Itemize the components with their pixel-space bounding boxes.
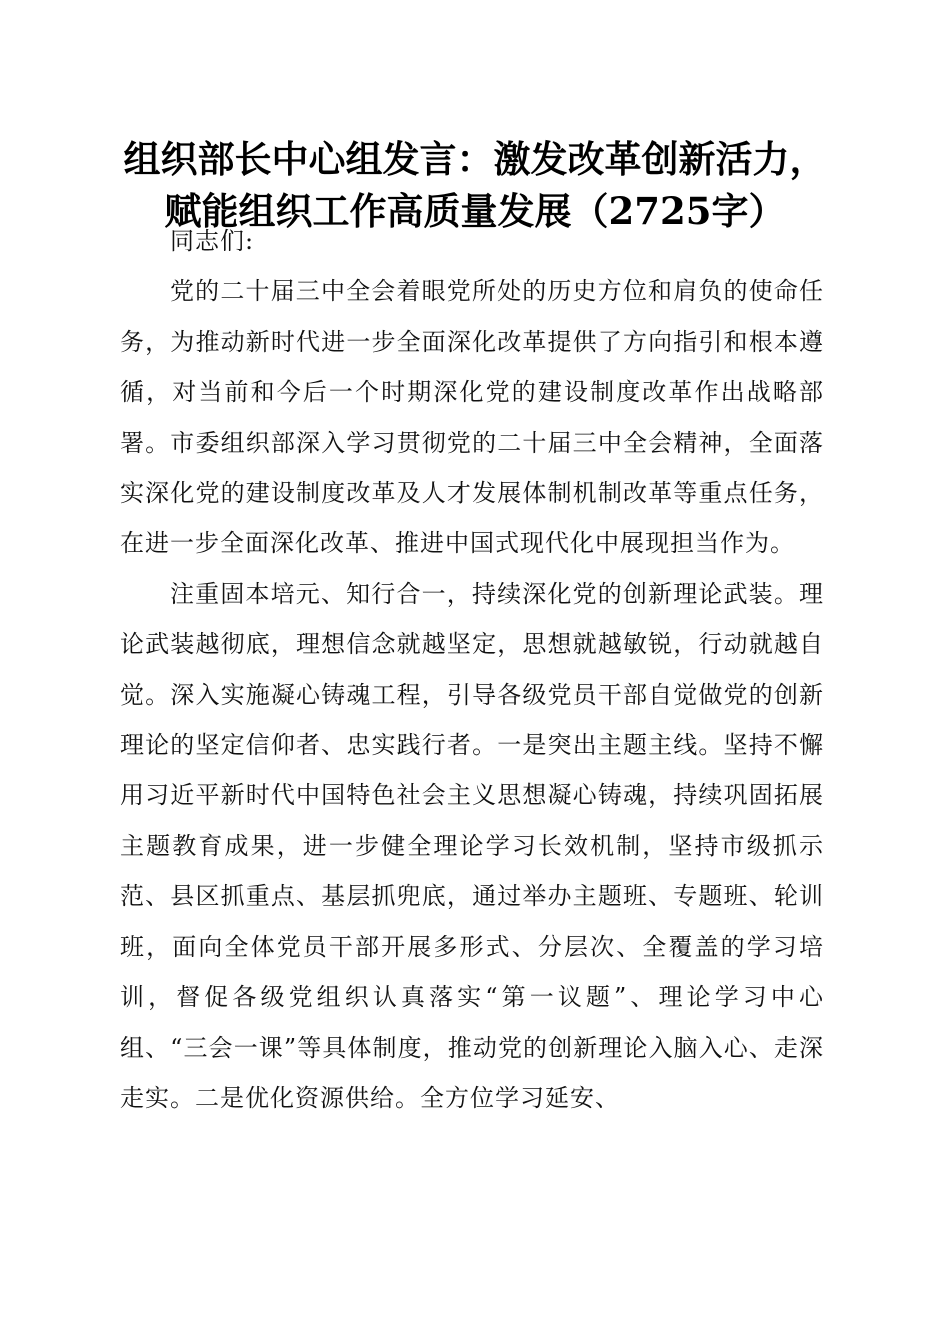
document-title: 组织部长中心组发言：激发改革创新活力，赋能组织工作高质量发展（2725字）	[123, 137, 827, 233]
document-body	[120, 216, 824, 1123]
paragraph-2: 注重固本培元、知行合一，持续深化党的创新理论武装。理论武装越彻底，理想信念就越坚定，思想就越敏锐，行动就越自觉。深入实施凝心铸魂工程，引导各级党员干部自觉做党的创新理论的坚定信仰者、忠实践行者。一是突出主题主线。坚持不懈用习近平新时代中国特色社会主义思想凝心铸魂，持续巩固拓展主题教育成果，进一步健全理论学习长效机制，坚持市级抓示范、县区抓重点、基层抓兜底，通过举办主题班、专题班、轮训班，面向全体党员干部开展多形式、分层次、全覆盖的学习培训，督促各级党组织认真落实“第一议题”、理论学习中心组、“三会一课”等具体制度，推动党的创新理论入脑入心、走深走实。二是优化资源供给。全方位学习延安、	[120, 579, 824, 1112]
salutation: 同志们:	[170, 227, 255, 255]
paragraph-1: 党的二十届三中全会着眼党所处的历史方位和肩负的使命任务，为推动新时代进一步全面深化改革提供了方向指引和根本遵循，对当前和今后一个时期深化党的建设制度改革作出战略部署。市委组织部深入学习贯彻党的二十届三中全会精神，全面落实深化党的建设制度改革及人才发展体制机制改革等重点任务，在进一步全面深化改革、推进中国式现代化中展现担当作为。	[120, 277, 824, 558]
